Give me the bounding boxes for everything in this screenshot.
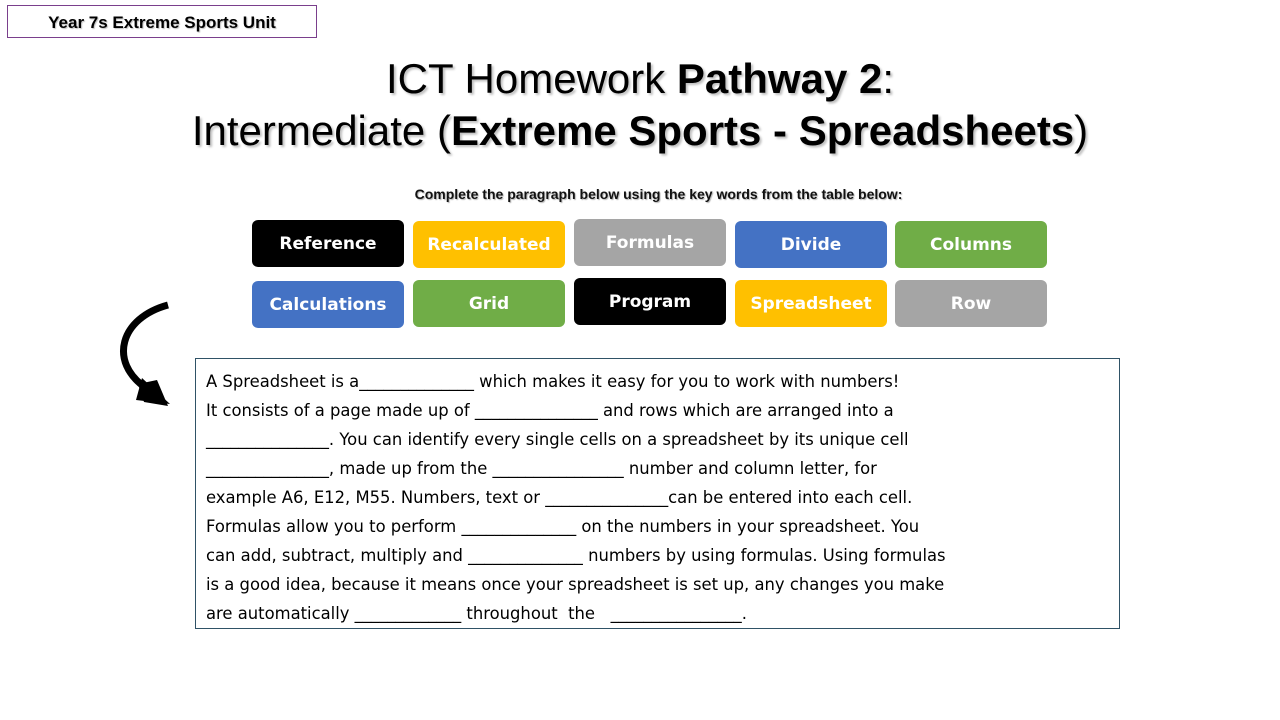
keyword-recalculated: Recalculated (413, 221, 565, 268)
paragraph-line: Formulas allow you to perform ______________ on the numbers in your spreadsheet. You (206, 517, 920, 536)
keyword-divide: Divide (735, 221, 887, 268)
paragraph-line: A Spreadsheet is a______________ which makes it easy for you to work with numbers! (206, 372, 900, 391)
paragraph-line: It consists of a page made up of _______________ and rows which are arranged into a (206, 401, 894, 420)
title-line-2-text: Intermediate ( (191, 107, 451, 154)
keyword-formulas: Formulas (574, 219, 726, 266)
keyword-row: Row (895, 280, 1047, 327)
title-line-2-paren: ) (1074, 107, 1089, 154)
page-title (0, 53, 1280, 157)
fill-in-paragraph (195, 358, 1120, 629)
paragraph-line: _______________. You can identify every single cells on a spreadsheet by its unique cell (206, 430, 909, 449)
title-pathway: Pathway 2 (676, 55, 883, 102)
curved-arrow-icon (108, 300, 172, 412)
keyword-columns: Columns (895, 221, 1047, 268)
paragraph-line: are automatically _____________ throughout the ________________. (206, 604, 747, 623)
keyword-spreadsheet: Spreadsheet (735, 280, 887, 327)
paragraph-line: example A6, E12, M55. Numbers, text or _______________can be entered into each cell. (206, 488, 913, 507)
keyword-reference: Reference (252, 220, 404, 267)
keyword-program: Program (574, 278, 726, 325)
paragraph-line: can add, subtract, multiply and ______________ numbers by using formulas. Using formulas (206, 546, 946, 565)
keyword-grid: Grid (413, 280, 565, 327)
title-line-1-text: ICT Homework (385, 55, 677, 102)
title-topic: Extreme Sports - Spreadsheets (450, 107, 1075, 154)
instruction-text: Complete the paragraph below using the key words from the table below: (414, 186, 903, 202)
title-line-1 (0, 53, 1280, 105)
keyword-calculations: Calculations (252, 281, 404, 328)
title-line-2 (0, 105, 1280, 157)
title-line-1-colon: : (882, 55, 895, 102)
paragraph-line: is a good idea, because it means once your spreadsheet is set up, any changes you make (206, 575, 945, 594)
unit-label: Year 7s Extreme Sports Unit (7, 5, 317, 38)
paragraph-line: _______________, made up from the ________________ number and column letter, for (206, 459, 877, 478)
